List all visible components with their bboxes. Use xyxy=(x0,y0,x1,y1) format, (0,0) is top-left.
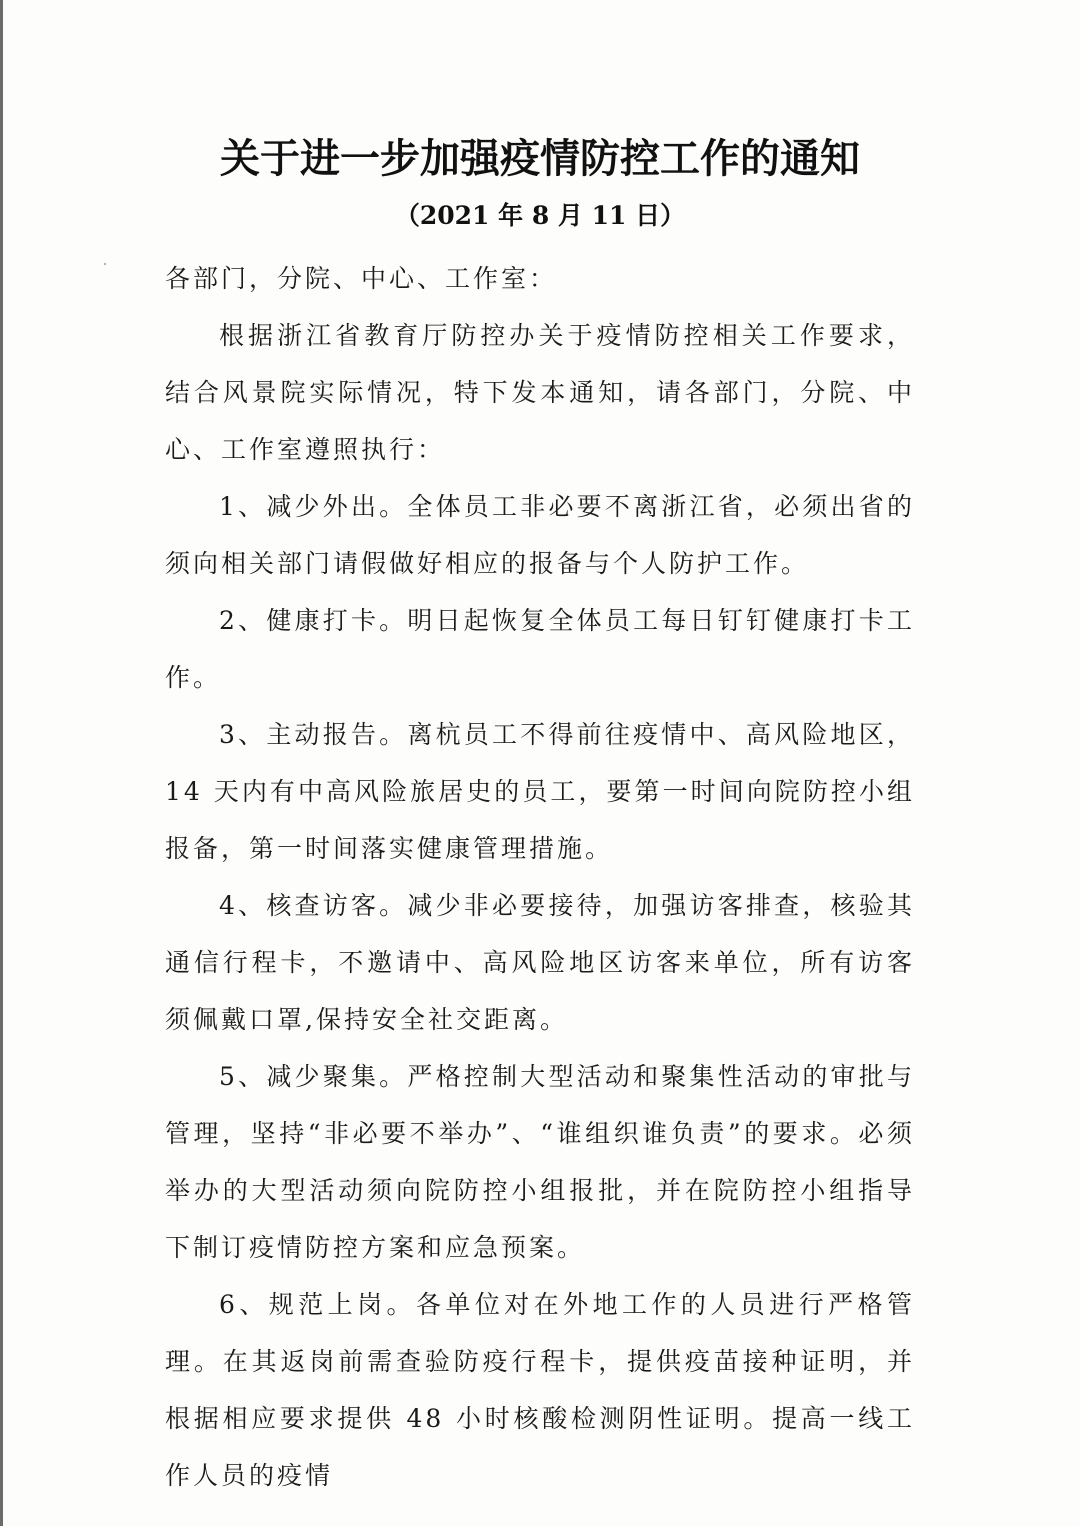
scan-speck xyxy=(104,263,106,265)
item-paragraph-2: 2、健康打卡。明日起恢复全体员工每日钉钉健康打卡工作。 xyxy=(165,606,915,692)
item-paragraph-5: 5、减少聚集。严格控制大型活动和聚集性活动的审批与管理，坚持“非必要不举办”、“谁组织谁负责”的要求。必须举办的大型活动须向院防控小组报批，并在院防控小组指导下制订疫情防控方案和应急预案。 xyxy=(165,1062,915,1262)
item-paragraph-1: 1、减少外出。全体员工非必要不离浙江省，必须出省的须向相关部门请假做好相应的报备与个人防护工作。 xyxy=(165,492,915,578)
salutation: 各部门，分院、中心、工作室： xyxy=(165,264,558,293)
document-date: （2021 年 8 月 11 日） xyxy=(394,201,686,230)
document-body xyxy=(165,250,915,1504)
intro-paragraph: 根据浙江省教育厅防控办关于疫情防控相关工作要求，结合风景院实际情况，特下发本通知，请各部门，分院、中心、工作室遵照执行： xyxy=(165,321,915,464)
item-paragraph-6: 6、规范上岗。各单位对在外地工作的人员进行严格管理。在其返岗前需查验防疫行程卡，提供疫苗接种证明，并根据相应要求提供 48 小时核酸检测阴性证明。提高一线工作人员的疫情 xyxy=(165,1290,915,1490)
item-paragraph-4: 4、核查访客。减少非必要接待，加强访客排查，核验其通信行程卡，不邀请中、高风险地区访客来单位，所有访客须佩戴口罩,保持安全社交距离。 xyxy=(165,891,915,1034)
document-title: 关于进一步加强疫情防控工作的通知 xyxy=(220,136,860,182)
item-paragraph-3: 3、主动报告。离杭员工不得前往疫情中、高风险地区，14 天内有中高风险旅居史的员工，要第一时间向院防控小组报备，第一时间落实健康管理措施。 xyxy=(165,720,915,863)
